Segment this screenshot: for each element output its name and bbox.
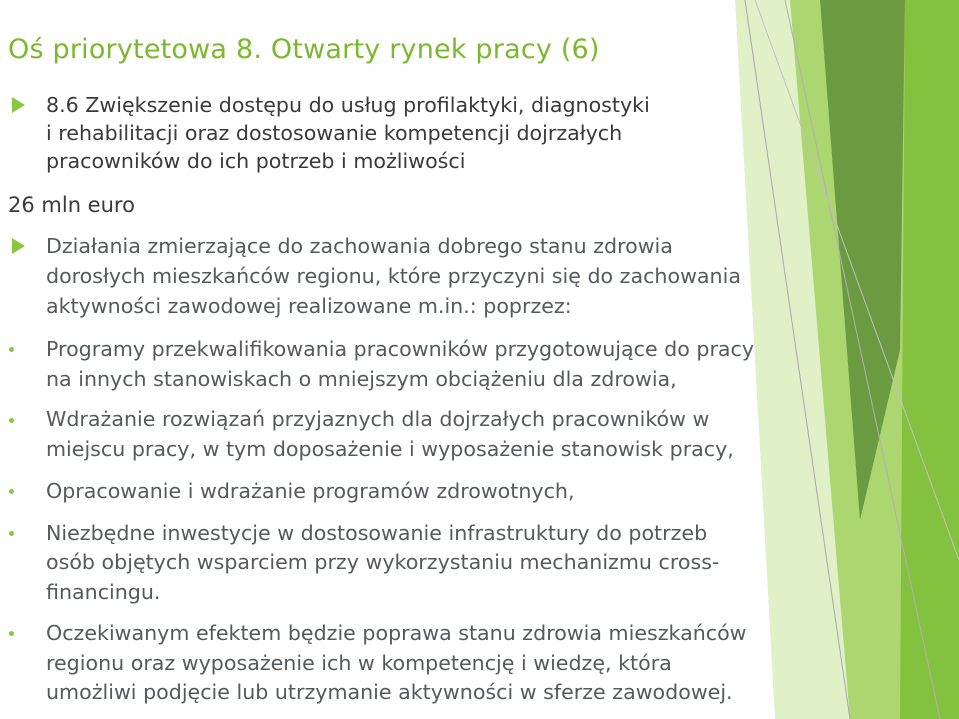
bullet-dot-icon [9,489,14,494]
bullet-dot-icon [9,631,14,636]
intro-line: aktywności zawodowej realizowane m.in.: poprzez: [46,294,572,318]
bullet-line: Oczekiwanym efektem będzie poprawa stanu zdrowia mieszkańców [46,621,747,645]
bullet-line: regionu oraz wyposażenie ich w kompetencję i wiedzę, która [46,651,672,675]
heading-line: 8.6 Zwiększenie dostępu do usług profilaktyki, diagnostyki [46,93,650,117]
slide-title: Oś priorytetowa 8. Otwarty rynek pracy (6) [8,34,600,65]
arrow-bullet-icon [12,238,25,254]
heading-line: i rehabilitacji oraz dostosowanie kompetencji dojrzałych [46,121,623,145]
bullet-line: miejscu pracy, w tym doposażenie i wyposażenie stanowisk pracy, [46,437,734,461]
bullet-line: Niezbędne inwestycje w dostosowanie infrastruktury do potrzeb [46,521,708,545]
intro-line: dorosłych mieszkańców regionu, które przyczyni się do zachowania [46,264,741,288]
bullet-line: Wdrażanie rozwiązań przyjaznych dla dojrzałych pracowników w [46,407,710,431]
heading-line: pracowników do ich potrzeb i możliwości [46,149,466,173]
bullet-line: Programy przekwalifikowania pracowników przygotowujące do pracy [46,337,755,361]
bullet-dot-icon [9,347,14,352]
intro-line: Działania zmierzające do zachowania dobrego stanu zdrowia [46,234,673,258]
bullet-line: na innych stanowiskach o mniejszym obciążeniu dla zdrowia, [46,367,677,391]
arrow-bullet-icon [12,97,25,113]
bullet-line: umożliwi podjęcie lub utrzymanie aktywności w sferze zawodowej. [46,680,733,704]
bullet-dot-icon [9,418,14,423]
bullet-line: financingu. [46,580,161,604]
bullet-line: Opracowanie i wdrażanie programów zdrowotnych, [46,479,575,503]
bullet-line: osób objętych wsparciem przy wykorzystaniu mechanizmu cross- [46,550,720,574]
bullet-dot-icon [9,531,14,536]
funding-amount: 26 mln euro [8,193,135,217]
